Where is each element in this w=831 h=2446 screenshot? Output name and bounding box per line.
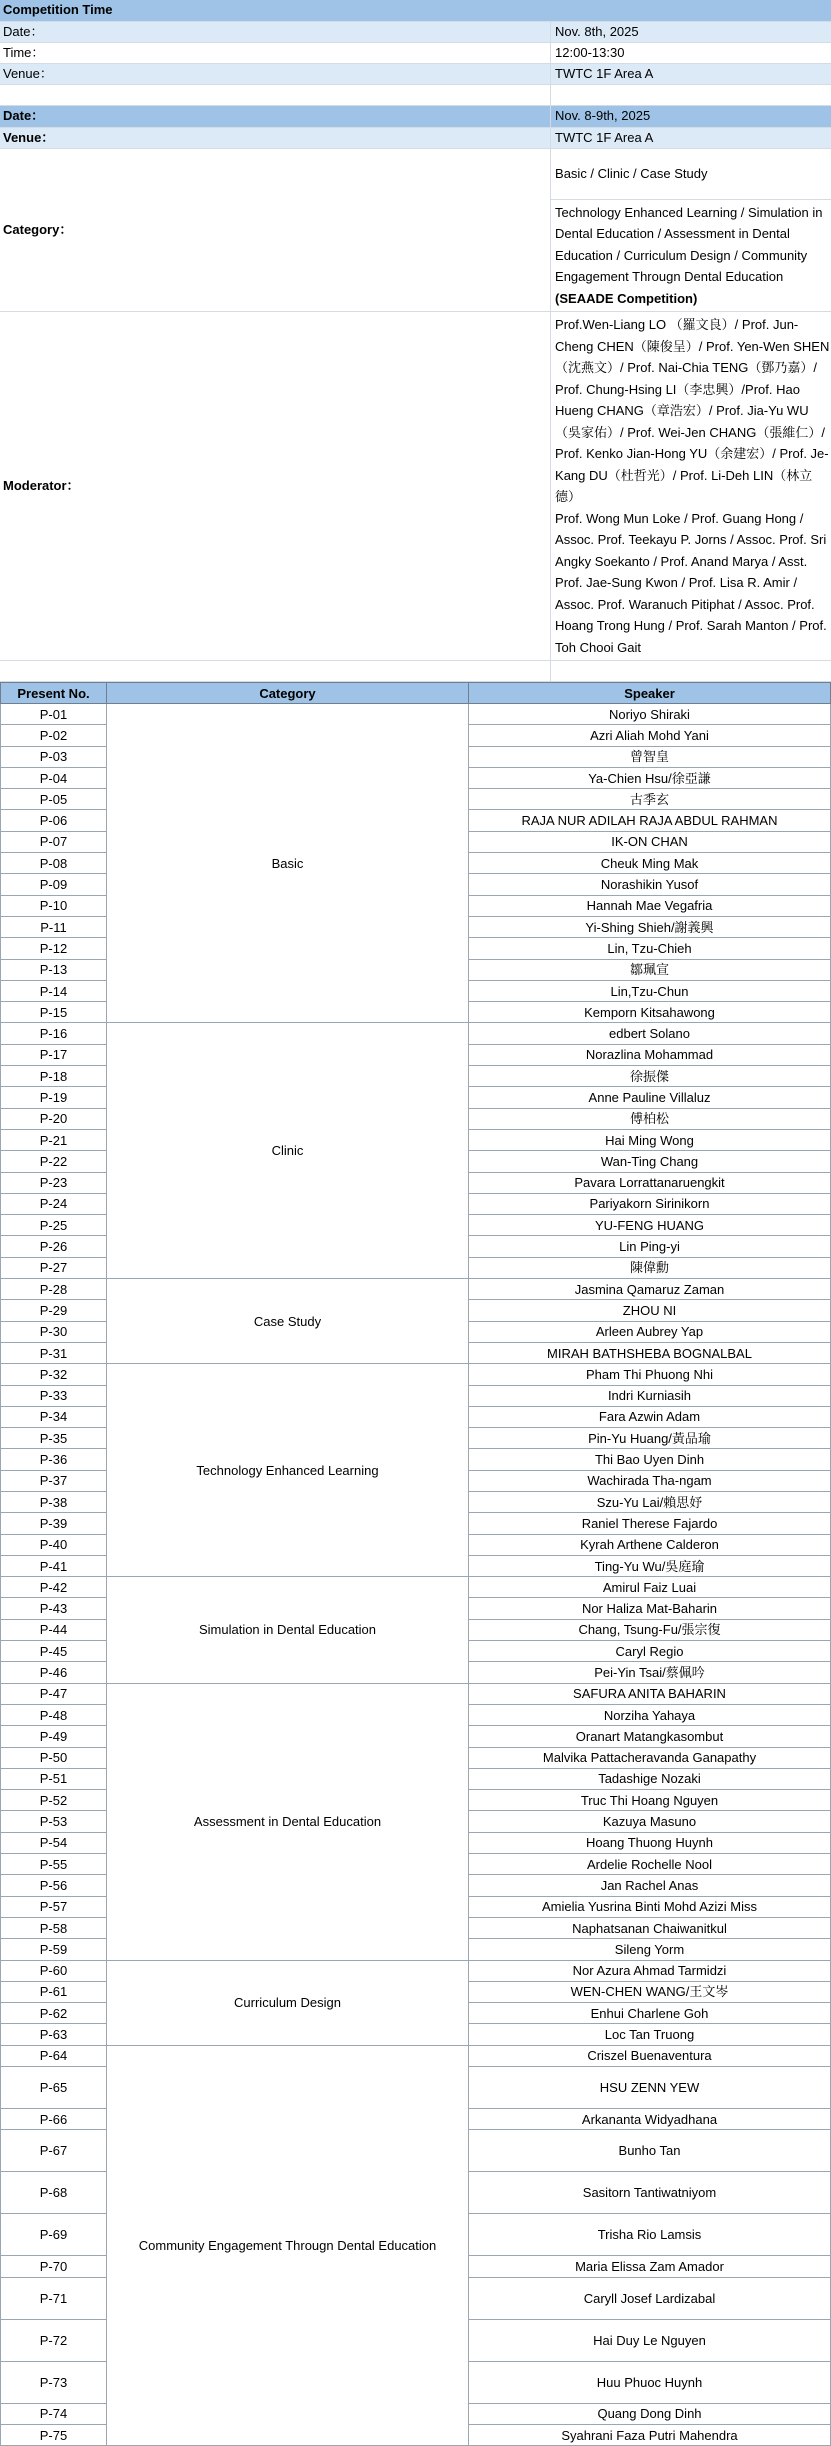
speaker-cell: Noriyo Shiraki	[469, 704, 831, 725]
competition-time-header	[0, 0, 831, 21]
speaker-cell: YU-FENG HUANG	[469, 1215, 831, 1236]
present-no-cell: P-37	[1, 1470, 107, 1491]
presenter-table-header	[1, 683, 831, 704]
speaker-cell: Anne Pauline Villaluz	[469, 1087, 831, 1108]
speaker-cell: edbert Solano	[469, 1023, 831, 1044]
present-no-cell: P-16	[1, 1023, 107, 1044]
speaker-cell: HSU ZENN YEW	[469, 2067, 831, 2109]
category-cell: Technology Enhanced Learning	[107, 1364, 469, 1577]
present-no-cell: P-04	[1, 767, 107, 788]
blank-row-2	[0, 661, 831, 682]
speaker-cell: Thi Bao Uyen Dinh	[469, 1449, 831, 1470]
present-no-cell: P-70	[1, 2256, 107, 2277]
table-row	[1, 1960, 831, 1981]
speaker-cell: Norziha Yahaya	[469, 1704, 831, 1725]
blank-row	[0, 84, 831, 105]
speaker-cell: 古季玄	[469, 789, 831, 810]
time-row	[0, 42, 831, 63]
venue2-label: Venue：	[0, 127, 551, 148]
present-no-cell: P-75	[1, 2424, 107, 2445]
present-no-cell: P-49	[1, 1726, 107, 1747]
speaker-cell: 曾智皇	[469, 746, 831, 767]
column-header-present-no: Present No.	[1, 683, 107, 704]
speaker-cell: Huu Phuoc Huynh	[469, 2361, 831, 2403]
present-no-cell: P-65	[1, 2067, 107, 2109]
present-no-cell: P-53	[1, 1811, 107, 1832]
table-row	[1, 1683, 831, 1704]
venue2-row	[0, 127, 831, 148]
table-row	[1, 2045, 831, 2066]
date-range-row	[0, 105, 831, 127]
speaker-cell: Norazlina Mohammad	[469, 1044, 831, 1065]
moderator-list	[551, 312, 831, 661]
speaker-cell: Yi-Shing Shieh/謝義興	[469, 916, 831, 937]
speaker-cell: Loc Tan Truong	[469, 2024, 831, 2045]
present-no-cell: P-74	[1, 2403, 107, 2424]
presenter-table	[0, 682, 831, 2446]
present-no-cell: P-11	[1, 916, 107, 937]
speaker-cell: Maria Elissa Zam Amador	[469, 2256, 831, 2277]
present-no-cell: P-51	[1, 1768, 107, 1789]
present-no-cell: P-60	[1, 1960, 107, 1981]
table-row	[1, 1279, 831, 1300]
speaker-cell: Hai Ming Wong	[469, 1129, 831, 1150]
present-no-cell: P-62	[1, 2003, 107, 2024]
competition-time-title: Competition Time	[0, 0, 831, 21]
present-no-cell: P-47	[1, 1683, 107, 1704]
speaker-cell: 傅柏松	[469, 1108, 831, 1129]
present-no-cell: P-71	[1, 2277, 107, 2319]
time-value: 12:00-13:30	[551, 42, 831, 63]
speaker-cell: Caryl Regio	[469, 1641, 831, 1662]
category-label: Category：	[0, 148, 551, 312]
speaker-cell: 鄒珮宣	[469, 959, 831, 980]
speaker-cell: Amielia Yusrina Binti Mohd Azizi Miss	[469, 1896, 831, 1917]
venue-row	[0, 63, 831, 84]
speaker-cell: Pham Thi Phuong Nhi	[469, 1364, 831, 1385]
speaker-cell: Lin, Tzu-Chieh	[469, 938, 831, 959]
speaker-cell: Amirul Faiz Luai	[469, 1577, 831, 1598]
speaker-cell: Pin-Yu Huang/黃品瑜	[469, 1428, 831, 1449]
present-no-cell: P-36	[1, 1449, 107, 1470]
speaker-cell: Oranart Matangkasombut	[469, 1726, 831, 1747]
present-no-cell: P-06	[1, 810, 107, 831]
present-no-cell: P-44	[1, 1619, 107, 1640]
speaker-cell: Hoang Thuong Huynh	[469, 1832, 831, 1853]
present-no-cell: P-12	[1, 938, 107, 959]
speaker-cell: IK-ON CHAN	[469, 831, 831, 852]
present-no-cell: P-55	[1, 1854, 107, 1875]
present-no-cell: P-15	[1, 1002, 107, 1023]
present-no-cell: P-35	[1, 1428, 107, 1449]
speaker-cell: 陳偉勳	[469, 1257, 831, 1278]
present-no-cell: P-21	[1, 1129, 107, 1150]
speaker-cell: Malvika Pattacheravanda Ganapathy	[469, 1747, 831, 1768]
speaker-cell: Ya-Chien Hsu/徐亞謙	[469, 767, 831, 788]
category-cell: Basic	[107, 704, 469, 1023]
speaker-cell: Szu-Yu Lai/賴思妤	[469, 1491, 831, 1512]
category-list: Technology Enhanced Learning / Simulation in Dental Education / Assessment in Dental Education / Curriculum Design / Community Engagement Througn Dental Education	[555, 204, 823, 284]
present-no-cell: P-59	[1, 1939, 107, 1960]
present-no-cell: P-73	[1, 2361, 107, 2403]
present-no-cell: P-25	[1, 1215, 107, 1236]
category-row-1	[0, 148, 831, 199]
category-cell: Clinic	[107, 1023, 469, 1279]
speaker-cell: Naphatsanan Chaiwanitkul	[469, 1917, 831, 1938]
speaker-cell: Criszel Buenaventura	[469, 2045, 831, 2066]
blank-cell	[551, 661, 831, 682]
present-no-cell: P-18	[1, 1066, 107, 1087]
speaker-cell: Cheuk Ming Mak	[469, 853, 831, 874]
present-no-cell: P-09	[1, 874, 107, 895]
table-row	[1, 1023, 831, 1044]
present-no-cell: P-63	[1, 2024, 107, 2045]
speaker-cell: Ting-Yu Wu/吳庭瑜	[469, 1555, 831, 1576]
present-no-cell: P-14	[1, 980, 107, 1001]
venue-label: Venue：	[0, 63, 551, 84]
speaker-cell: Jan Rachel Anas	[469, 1875, 831, 1896]
present-no-cell: P-10	[1, 895, 107, 916]
present-no-cell: P-52	[1, 1790, 107, 1811]
speaker-cell: Arleen Aubrey Yap	[469, 1321, 831, 1342]
present-no-cell: P-42	[1, 1577, 107, 1598]
date-range-label: Date：	[0, 105, 551, 127]
present-no-cell: P-32	[1, 1364, 107, 1385]
table-row	[1, 1364, 831, 1385]
date-label: Date：	[0, 21, 551, 42]
category-cell: Assessment in Dental Education	[107, 1683, 469, 1960]
present-no-cell: P-54	[1, 1832, 107, 1853]
speaker-cell: Bunho Tan	[469, 2130, 831, 2172]
speaker-cell: Arkananta Widyadhana	[469, 2109, 831, 2130]
speaker-cell: MIRAH BATHSHEBA BOGNALBAL	[469, 1342, 831, 1363]
present-no-cell: P-34	[1, 1406, 107, 1427]
speaker-cell: Lin Ping-yi	[469, 1236, 831, 1257]
speaker-cell: Wan-Ting Chang	[469, 1151, 831, 1172]
speaker-cell: Pei-Yin Tsai/蔡佩吟	[469, 1662, 831, 1683]
speaker-cell: Kemporn Kitsahawong	[469, 1002, 831, 1023]
present-no-cell: P-29	[1, 1300, 107, 1321]
speaker-cell: Norashikin Yusof	[469, 874, 831, 895]
speaker-cell: Pariyakorn Sirinikorn	[469, 1193, 831, 1214]
speaker-cell: ZHOU NI	[469, 1300, 831, 1321]
date-range-value: Nov. 8-9th, 2025	[551, 105, 831, 127]
speaker-cell: Sasitorn Tantiwatniyom	[469, 2172, 831, 2214]
present-no-cell: P-23	[1, 1172, 107, 1193]
time-label: Time：	[0, 42, 551, 63]
moderator-label: Moderator：	[0, 312, 551, 661]
present-no-cell: P-28	[1, 1279, 107, 1300]
present-no-cell: P-43	[1, 1598, 107, 1619]
present-no-cell: P-64	[1, 2045, 107, 2066]
speaker-cell: Fara Azwin Adam	[469, 1406, 831, 1427]
present-no-cell: P-19	[1, 1087, 107, 1108]
schedule-info-table	[0, 0, 831, 682]
speaker-cell: Lin,Tzu-Chun	[469, 980, 831, 1001]
speaker-cell: Syahrani Faza Putri Mahendra	[469, 2424, 831, 2445]
present-no-cell: P-45	[1, 1641, 107, 1662]
present-no-cell: P-48	[1, 1704, 107, 1725]
present-no-cell: P-56	[1, 1875, 107, 1896]
category-cell: Simulation in Dental Education	[107, 1577, 469, 1683]
speaker-cell: Chang, Tsung-Fu/張宗復	[469, 1619, 831, 1640]
present-no-cell: P-58	[1, 1917, 107, 1938]
category-competition-note: (SEAADE Competition)	[555, 290, 698, 306]
speaker-cell: Indri Kurniasih	[469, 1385, 831, 1406]
present-no-cell: P-13	[1, 959, 107, 980]
speaker-cell: Quang Dong Dinh	[469, 2403, 831, 2424]
category-line-2	[551, 199, 831, 312]
present-no-cell: P-46	[1, 1662, 107, 1683]
speaker-cell: Wachirada Tha-ngam	[469, 1470, 831, 1491]
category-cell: Curriculum Design	[107, 1960, 469, 2045]
date-value: Nov. 8th, 2025	[551, 21, 831, 42]
present-no-cell: P-31	[1, 1342, 107, 1363]
moderator-list-taiwan: Prof.Wen-Liang LO （羅文良）/ Prof. Jun-Cheng CHEN（陳俊呈）/ Prof. Yen-Wen SHEN（沈燕文）/ Prof. Nai-Chia TENG（鄧乃嘉）/ Prof. Chung-Hsing LI（李忠興）/Prof. Hao Hueng CHANG（章浩宏）/ Prof. Jia-Yu WU（吳家佑）/ Prof. Wei-Jen CHANG（張維仁）/ Prof. Kenko Jian-Hong YU（余建宏）/ Prof. Je-Kang DU（杜哲光）/ Prof. Li-Deh LIN（林立德）	[555, 317, 830, 504]
presenter-table-body	[1, 704, 831, 2446]
present-no-cell: P-20	[1, 1108, 107, 1129]
speaker-cell: Raniel Therese Fajardo	[469, 1513, 831, 1534]
date-row	[0, 21, 831, 42]
speaker-cell: Kyrah Arthene Calderon	[469, 1534, 831, 1555]
speaker-cell: Caryll Josef Lardizabal	[469, 2277, 831, 2319]
present-no-cell: P-69	[1, 2214, 107, 2256]
present-no-cell: P-17	[1, 1044, 107, 1065]
speaker-cell: WEN-CHEN WANG/王文岑	[469, 1981, 831, 2002]
present-no-cell: P-26	[1, 1236, 107, 1257]
speaker-cell: RAJA NUR ADILAH RAJA ABDUL RAHMAN	[469, 810, 831, 831]
speaker-cell: Pavara Lorrattanaruengkit	[469, 1172, 831, 1193]
present-no-cell: P-02	[1, 725, 107, 746]
blank-cell	[0, 84, 551, 105]
present-no-cell: P-40	[1, 1534, 107, 1555]
present-no-cell: P-33	[1, 1385, 107, 1406]
present-no-cell: P-08	[1, 853, 107, 874]
table-row	[1, 704, 831, 725]
moderator-row	[0, 312, 831, 661]
moderator-list-international: Prof. Wong Mun Loke / Prof. Guang Hong / Assoc. Prof. Teekayu P. Jorns / Assoc. Prof. Sri Angky Soekanto / Prof. Anand Marya / Asst. Prof. Jae-Sung Kwon / Prof. Lisa R. Amir / Assoc. Prof. Waranuch Pitiphat / Assoc. Prof. Hoang Trong Hung / Prof. Sarah Manton / Prof. Toh Chooi Gait	[555, 510, 827, 655]
present-no-cell: P-27	[1, 1257, 107, 1278]
category-cell: Community Engagement Througn Dental Education	[107, 2045, 469, 2445]
speaker-cell: Tadashige Nozaki	[469, 1768, 831, 1789]
column-header-speaker: Speaker	[469, 683, 831, 704]
venue-value: TWTC 1F Area A	[551, 63, 831, 84]
present-no-cell: P-22	[1, 1151, 107, 1172]
present-no-cell: P-39	[1, 1513, 107, 1534]
present-no-cell: P-61	[1, 1981, 107, 2002]
speaker-cell: Nor Haliza Mat-Baharin	[469, 1598, 831, 1619]
speaker-cell: Hai Duy Le Nguyen	[469, 2319, 831, 2361]
present-no-cell: P-05	[1, 789, 107, 810]
column-header-category: Category	[107, 683, 469, 704]
speaker-cell: Enhui Charlene Goh	[469, 2003, 831, 2024]
present-no-cell: P-41	[1, 1555, 107, 1576]
present-no-cell: P-72	[1, 2319, 107, 2361]
blank-cell	[551, 84, 831, 105]
present-no-cell: P-03	[1, 746, 107, 767]
present-no-cell: P-30	[1, 1321, 107, 1342]
present-no-cell: P-68	[1, 2172, 107, 2214]
present-no-cell: P-66	[1, 2109, 107, 2130]
blank-cell	[0, 661, 551, 682]
present-no-cell: P-38	[1, 1491, 107, 1512]
speaker-cell: Ardelie Rochelle Nool	[469, 1854, 831, 1875]
present-no-cell: P-57	[1, 1896, 107, 1917]
present-no-cell: P-07	[1, 831, 107, 852]
speaker-cell: Hannah Mae Vegafria	[469, 895, 831, 916]
present-no-cell: P-67	[1, 2130, 107, 2172]
venue2-value: TWTC 1F Area A	[551, 127, 831, 148]
speaker-cell: Trisha Rio Lamsis	[469, 2214, 831, 2256]
speaker-cell: SAFURA ANITA BAHARIN	[469, 1683, 831, 1704]
table-row	[1, 1577, 831, 1598]
speaker-cell: Azri Aliah Mohd Yani	[469, 725, 831, 746]
present-no-cell: P-24	[1, 1193, 107, 1214]
speaker-cell: Kazuya Masuno	[469, 1811, 831, 1832]
speaker-cell: Jasmina Qamaruz Zaman	[469, 1279, 831, 1300]
speaker-cell: Nor Azura Ahmad Tarmidzi	[469, 1960, 831, 1981]
speaker-cell: Truc Thi Hoang Nguyen	[469, 1790, 831, 1811]
category-cell: Case Study	[107, 1279, 469, 1364]
present-no-cell: P-01	[1, 704, 107, 725]
speaker-cell: Sileng Yorm	[469, 1939, 831, 1960]
present-no-cell: P-50	[1, 1747, 107, 1768]
speaker-cell: 徐振傑	[469, 1066, 831, 1087]
category-line-1: Basic / Clinic / Case Study	[551, 148, 831, 199]
